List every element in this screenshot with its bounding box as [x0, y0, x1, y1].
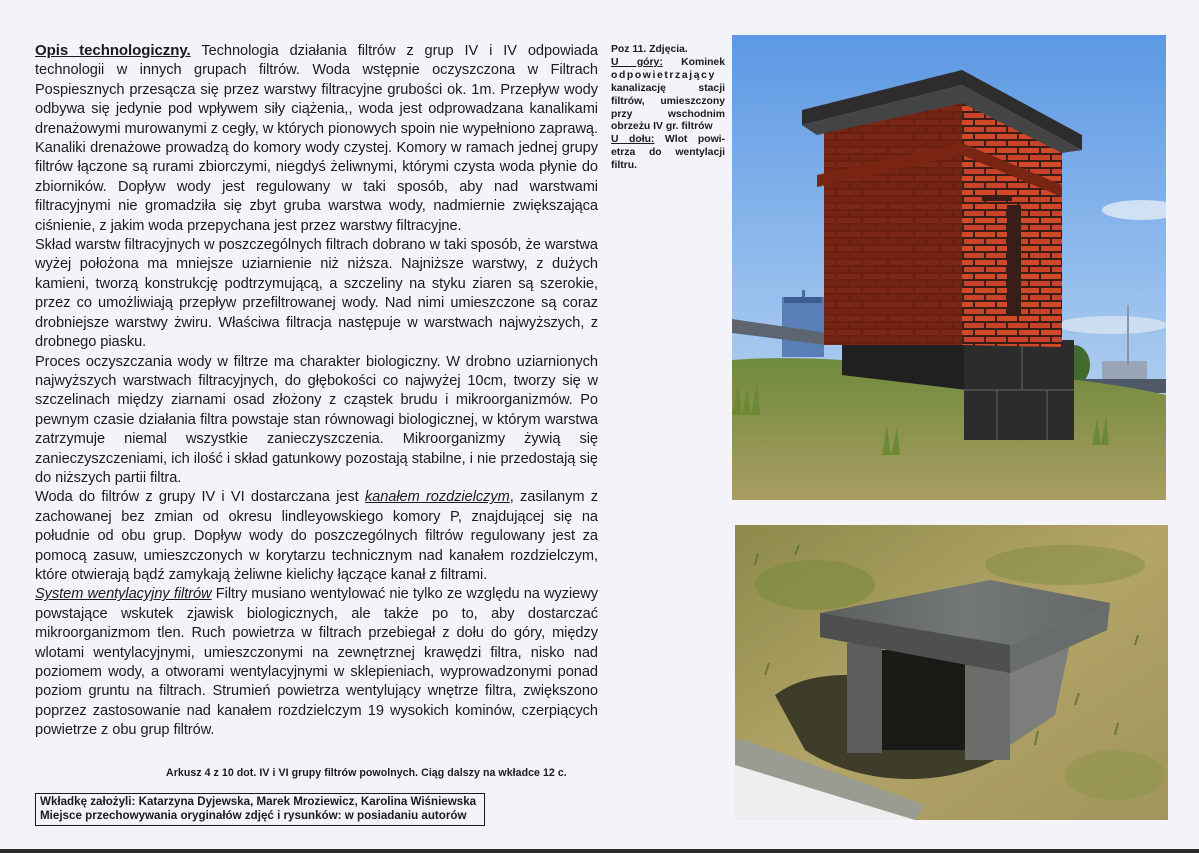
caption-title: Poz 11. Zdjęcia. [611, 44, 688, 55]
heading-opis-technologiczny: Opis technologiczny. [35, 42, 191, 59]
photo-air-inlet [735, 525, 1168, 820]
caption-bottom-description: U dołu: Wlot powi-etrza do wentylacji filtru. [611, 134, 725, 172]
chimney-illustration [732, 35, 1166, 500]
authors-line: Wkładkę założyli: Katarzyna Dyjewska, Marek Mroziewicz, Karolina Wiśniewska [40, 795, 477, 808]
paragraph-filter-layers: Skład warstw filtracyjnych w poszczególnych filtrach dobrano w taki sposób, że warstwa wyżej położona ma mniejsze uziarnienie niż niższa. Najniższe warstwy, z dużych kamieni, tworzą konstrukcję podtrzymującą, a szczeliny na styku ziaren są szerokie, przez co umożliwiają przepływ przefiltrowanej wody. Nad nimi umieszczone są coraz drobniejsze warstwy żwiru. Właściwa filtracja następuje w warstwach najwyższych, z drobnego piasku. [35, 237, 598, 351]
paragraph-technology: Opis technologiczny. Technologia działania filtrów z grup IV i IV odpowiada technologii w innych grupach filtrów. Woda wstępnie oczyszczona w Filtrach Pospiesznych przesącza się przez warstwy filtracyjne grubości ok. 1m. Przepływ wody odbywa się jedynie pod wpływem siły ciążenia,, woda jest odprowadzana kanalikami drenażowymi murowanymi z cegły, w których pionowych spoin nie wypełniono zaprawą. Kanaliki drenażowe prowadzą do komory wody czystej. Komory w ramach jednej grupy filtrów łączone są rurami zbiorczymi, niegdyś żeliwnymi, którymi czysta woda płynie do zbiorników. Dopływ wody jest regulowany w taki sposób, aby nad warstwami filtracyjnymi nie gromadziła się zbyt gruba warstwa wody, nadmiernie zwiększająca ciśnienie, z jakim woda przepychana jest przez warstwy filtracyjne. [35, 42, 598, 234]
paragraph-ventilation-system: System wentylacyjny filtrów Filtry musiano wentylować nie tylko ze względu na wyziewy powstające wskutek zjawisk biologicznych, ale także po to, aby dostarczać mikroorganizmom tlen. Ruch powietrza w filtrach przebiegał z dołu do góry, między wlotami wentylacyjnymi, umieszczonymi na zewnętrznej krawędzi filtra, nisko nad poziomem wody, a otworami wentylacyjnymi w sklepieniach, wyprowadzonymi ponad poziom gruntu na filtrach. Strumień powietrza wentylujący wnętrze filtra, zwiększono poprzez zastosowanie nad kanałem rozdzielczym 19 wysokich kominów, czerpiących powietrze z obu grup filtrów. [35, 586, 598, 739]
main-article-text [35, 41, 598, 741]
page-bottom-edge [0, 849, 1199, 853]
paragraph-water-supply: Woda do filtrów z grupy IV i VI dostarczana jest kanałem rozdzielczym, zasilanym z zachowanej bez zmian od okresu lindleyowskiego komory P, znajdującej się na południe od obu grup. Dopływ wody do poszczególnych filtrów regulowany jest za pomocą zasuw, umieszczonych w korytarzu technicznym nad kanałem rozdzielczym, które otwierają bądź zamykają żeliwne kielichy łączące kanał z filtrami. [35, 489, 598, 583]
photo-brick-chimney [732, 35, 1166, 500]
sheet-note: Arkusz 4 z 10 dot. IV i VI grupy filtrów powolnych. Ciąg dalszy na wkładce 12 c. [166, 767, 567, 779]
air-inlet-illustration [735, 525, 1168, 820]
caption-top-description: U góry: Kominek odpowietrzający kanalizację stacji filtrów, umieszczony przy wschodnim obrzeżu IV gr. filtrów [611, 56, 725, 133]
photo-caption [611, 44, 725, 173]
storage-line: Miejsce przechowywania oryginałów zdjęć i rysunków: w posiadaniu autorów [40, 809, 467, 822]
term-kanal-rozdzielczy: kanałem rozdzielczym [364, 489, 510, 506]
authors-box [35, 793, 485, 826]
paragraph-biological-process: Proces oczyszczania wody w filtrze ma charakter biologiczny. W drobno uziarnionych najwyższych warstwach filtracyjnych, do głębokości co najwyżej 10cm, tworzy się w szczelinach między ziarnami osad złożony z cząstek brudu i mikroorganizmów. Po pewnym czasie działania filtra powstaje stan równowagi biologicznej, w którym warstwa zatrzymuje niemal wszystkie zanieczyszczenia. Mikroorganizmy żywią się zanieczyszczeniami, ich ilość i skład gatunkowy pozostają stabilne, i nie przedostają się do niższych partii filtra. [35, 353, 598, 486]
heading-system-wentylacyjny: System wentylacyjny filtrów [35, 586, 212, 603]
